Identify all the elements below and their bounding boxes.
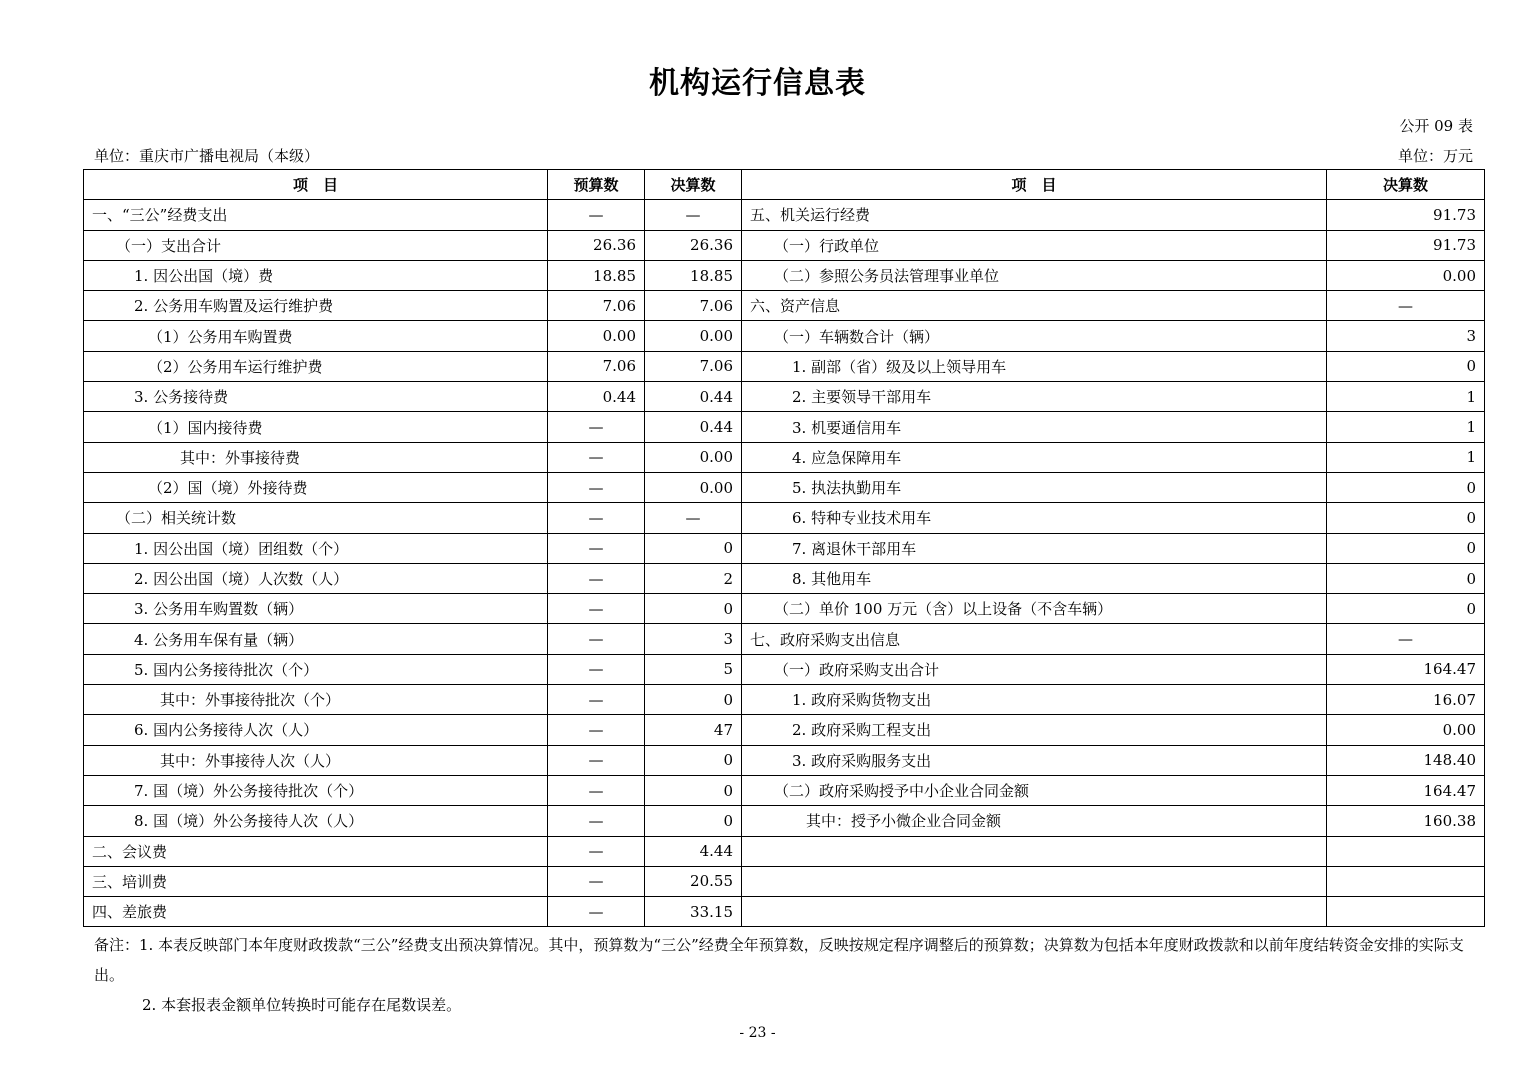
final-value: 0 bbox=[645, 806, 742, 836]
right-item-label: 1. 副部（省）级及以上领导用车 bbox=[742, 351, 1327, 381]
final-value: 18.85 bbox=[645, 260, 742, 290]
right-final-value: 91.73 bbox=[1327, 230, 1485, 260]
right-item-label: 2. 主要领导干部用车 bbox=[742, 382, 1327, 412]
table-row bbox=[84, 412, 1485, 442]
budget-value: — bbox=[548, 866, 645, 896]
left-item-label: （一）支出合计 bbox=[84, 230, 548, 260]
page-number: - 23 - bbox=[739, 1025, 776, 1041]
budget-value: — bbox=[548, 594, 645, 624]
notes bbox=[94, 930, 1484, 1020]
right-final-value: 0.00 bbox=[1327, 715, 1485, 745]
right-final-value: 0 bbox=[1327, 563, 1485, 593]
final-value: 0 bbox=[645, 594, 742, 624]
final-value: 7.06 bbox=[645, 351, 742, 381]
final-value: 0.00 bbox=[645, 321, 742, 351]
left-item-label: 4. 公务用车保有量（辆） bbox=[84, 624, 548, 654]
budget-value: — bbox=[548, 836, 645, 866]
left-item-label: 其中：外事接待费 bbox=[84, 442, 548, 472]
budget-value: — bbox=[548, 533, 645, 563]
budget-value: — bbox=[548, 624, 645, 654]
table-row bbox=[84, 503, 1485, 533]
budget-value: 0.00 bbox=[548, 321, 645, 351]
left-item-label: 其中：外事接待批次（个） bbox=[84, 685, 548, 715]
budget-value: — bbox=[548, 715, 645, 745]
right-item-label: （二）政府采购授予中小企业合同金额 bbox=[742, 775, 1327, 805]
right-item-label: 2. 政府采购工程支出 bbox=[742, 715, 1327, 745]
right-final-value: — bbox=[1327, 624, 1485, 654]
budget-value: — bbox=[548, 775, 645, 805]
right-final-value: 164.47 bbox=[1327, 775, 1485, 805]
right-item-label: 8. 其他用车 bbox=[742, 563, 1327, 593]
header-budget: 预算数 bbox=[548, 170, 645, 200]
right-item-label: 1. 政府采购货物支出 bbox=[742, 685, 1327, 715]
left-item-label: 6. 国内公务接待人次（人） bbox=[84, 715, 548, 745]
budget-value: 0.44 bbox=[548, 382, 645, 412]
right-item-label bbox=[742, 836, 1327, 866]
right-final-value: 1 bbox=[1327, 382, 1485, 412]
table-row bbox=[84, 472, 1485, 502]
table-row bbox=[84, 624, 1485, 654]
right-final-value: 0.00 bbox=[1327, 260, 1485, 290]
right-final-value: 1 bbox=[1327, 412, 1485, 442]
final-value: 0 bbox=[645, 533, 742, 563]
left-item-label: （二）相关统计数 bbox=[84, 503, 548, 533]
left-item-label: （2）公务用车运行维护费 bbox=[84, 351, 548, 381]
budget-value: — bbox=[548, 806, 645, 836]
final-value: 0.44 bbox=[645, 382, 742, 412]
right-final-value: 3 bbox=[1327, 321, 1485, 351]
budget-value: — bbox=[548, 503, 645, 533]
table-row bbox=[84, 897, 1485, 927]
left-item-label: （2）国（境）外接待费 bbox=[84, 472, 548, 502]
final-value: 3 bbox=[645, 624, 742, 654]
page-title: 机构运行信息表 bbox=[649, 66, 866, 101]
right-item-label: 3. 政府采购服务支出 bbox=[742, 745, 1327, 775]
left-item-label: 1. 因公出国（境）团组数（个） bbox=[84, 533, 548, 563]
budget-value: 7.06 bbox=[548, 351, 645, 381]
final-value: 47 bbox=[645, 715, 742, 745]
left-item-label: 其中：外事接待人次（人） bbox=[84, 745, 548, 775]
right-item-label bbox=[742, 866, 1327, 896]
right-final-value: 0 bbox=[1327, 351, 1485, 381]
left-item-label: （1）公务用车购置费 bbox=[84, 321, 548, 351]
table-row bbox=[84, 654, 1485, 684]
budget-value: — bbox=[548, 442, 645, 472]
final-value: 20.55 bbox=[645, 866, 742, 896]
table-row bbox=[84, 351, 1485, 381]
right-item-label: 4. 应急保障用车 bbox=[742, 442, 1327, 472]
right-item-label: （二）参照公务员法管理事业单位 bbox=[742, 260, 1327, 290]
right-final-value bbox=[1327, 897, 1485, 927]
right-item-label: 7. 离退休干部用车 bbox=[742, 533, 1327, 563]
header-right-final: 决算数 bbox=[1327, 170, 1485, 200]
table-row bbox=[84, 321, 1485, 351]
right-final-value: 164.47 bbox=[1327, 654, 1485, 684]
final-value: 0 bbox=[645, 775, 742, 805]
budget-value: 18.85 bbox=[548, 260, 645, 290]
right-final-value: 0 bbox=[1327, 472, 1485, 502]
left-item-label: 3. 公务用车购置数（辆） bbox=[84, 594, 548, 624]
final-value: — bbox=[645, 200, 742, 230]
table-row bbox=[84, 745, 1485, 775]
table-row bbox=[84, 836, 1485, 866]
left-item-label: 2. 因公出国（境）人次数（人） bbox=[84, 563, 548, 593]
right-final-value bbox=[1327, 866, 1485, 896]
right-item-label: 其中：授予小微企业合同金额 bbox=[742, 806, 1327, 836]
left-item-label: 5. 国内公务接待批次（个） bbox=[84, 654, 548, 684]
table-row bbox=[84, 594, 1485, 624]
budget-value: — bbox=[548, 897, 645, 927]
table-row bbox=[84, 533, 1485, 563]
table-row bbox=[84, 442, 1485, 472]
left-item-label: 3. 公务接待费 bbox=[84, 382, 548, 412]
right-item-label: （一）行政单位 bbox=[742, 230, 1327, 260]
right-item-label: 5. 执法执勤用车 bbox=[742, 472, 1327, 502]
table-row bbox=[84, 563, 1485, 593]
left-item-label: （1）国内接待费 bbox=[84, 412, 548, 442]
right-item-label: （二）单价 100 万元（含）以上设备（不含车辆） bbox=[742, 594, 1327, 624]
left-item-label: 四、差旅费 bbox=[84, 897, 548, 927]
left-item-label: 一、“三公”经费支出 bbox=[84, 200, 548, 230]
right-final-value bbox=[1327, 836, 1485, 866]
right-final-value: 91.73 bbox=[1327, 200, 1485, 230]
final-value: 2 bbox=[645, 563, 742, 593]
right-final-value: 148.40 bbox=[1327, 745, 1485, 775]
budget-value: 7.06 bbox=[548, 291, 645, 321]
right-final-value: 160.38 bbox=[1327, 806, 1485, 836]
table-row bbox=[84, 866, 1485, 896]
table-row bbox=[84, 200, 1485, 230]
right-item-label: （一）车辆数合计（辆） bbox=[742, 321, 1327, 351]
budget-value: — bbox=[548, 200, 645, 230]
final-value: 0.44 bbox=[645, 412, 742, 442]
left-item-label: 8. 国（境）外公务接待人次（人） bbox=[84, 806, 548, 836]
header-right-item: 项 目 bbox=[742, 170, 1327, 200]
right-item-label bbox=[742, 897, 1327, 927]
form-number: 公开 09 表 bbox=[1399, 117, 1473, 135]
right-item-label: 3. 机要通信用车 bbox=[742, 412, 1327, 442]
right-item-label: （一）政府采购支出合计 bbox=[742, 654, 1327, 684]
table-row bbox=[84, 382, 1485, 412]
table-row bbox=[84, 230, 1485, 260]
table-row bbox=[84, 291, 1485, 321]
right-item-label: 六、资产信息 bbox=[742, 291, 1327, 321]
info-table bbox=[83, 169, 1485, 927]
right-final-value: 16.07 bbox=[1327, 685, 1485, 715]
final-value: 0 bbox=[645, 685, 742, 715]
table-row bbox=[84, 715, 1485, 745]
right-item-label: 五、机关运行经费 bbox=[742, 200, 1327, 230]
table-header-row bbox=[84, 170, 1485, 200]
header-left-item: 项 目 bbox=[84, 170, 548, 200]
final-value: 7.06 bbox=[645, 291, 742, 321]
budget-value: 26.36 bbox=[548, 230, 645, 260]
right-final-value: 0 bbox=[1327, 594, 1485, 624]
note-1: 备注：1. 本表反映部门本年度财政拨款“三公”经费支出预决算情况。其中，预算数为“三公”经费全年预算数，反映按规定程序调整后的预算数；决算数为包括本年度财政拨款和以前年度结转资金安排的实际支出。 bbox=[94, 936, 1464, 984]
final-value: 26.36 bbox=[645, 230, 742, 260]
final-value: 33.15 bbox=[645, 897, 742, 927]
table-body bbox=[84, 200, 1485, 927]
final-value: 0.00 bbox=[645, 442, 742, 472]
final-value: 4.44 bbox=[645, 836, 742, 866]
final-value: 0.00 bbox=[645, 472, 742, 502]
final-value: — bbox=[645, 503, 742, 533]
right-item-label: 6. 特种专业技术用车 bbox=[742, 503, 1327, 533]
right-final-value: 1 bbox=[1327, 442, 1485, 472]
header-final: 决算数 bbox=[645, 170, 742, 200]
left-item-label: 1. 因公出国（境）费 bbox=[84, 260, 548, 290]
left-item-label: 2. 公务用车购置及运行维护费 bbox=[84, 291, 548, 321]
table-row bbox=[84, 775, 1485, 805]
right-final-value: — bbox=[1327, 291, 1485, 321]
note-2: 2. 本套报表金额单位转换时可能存在尾数误差。 bbox=[142, 996, 462, 1014]
left-item-label: 二、会议费 bbox=[84, 836, 548, 866]
table-row bbox=[84, 806, 1485, 836]
right-item-label: 七、政府采购支出信息 bbox=[742, 624, 1327, 654]
final-value: 0 bbox=[645, 745, 742, 775]
budget-value: — bbox=[548, 472, 645, 502]
budget-value: — bbox=[548, 412, 645, 442]
unit-organization: 单位：重庆市广播电视局（本级） bbox=[94, 147, 320, 165]
budget-value: — bbox=[548, 654, 645, 684]
final-value: 5 bbox=[645, 654, 742, 684]
unit-currency: 单位：万元 bbox=[1397, 147, 1473, 165]
table-row bbox=[84, 260, 1485, 290]
left-item-label: 三、培训费 bbox=[84, 866, 548, 896]
budget-value: — bbox=[548, 563, 645, 593]
left-item-label: 7. 国（境）外公务接待批次（个） bbox=[84, 775, 548, 805]
budget-value: — bbox=[548, 685, 645, 715]
table-row bbox=[84, 685, 1485, 715]
right-final-value: 0 bbox=[1327, 503, 1485, 533]
right-final-value: 0 bbox=[1327, 533, 1485, 563]
budget-value: — bbox=[548, 745, 645, 775]
